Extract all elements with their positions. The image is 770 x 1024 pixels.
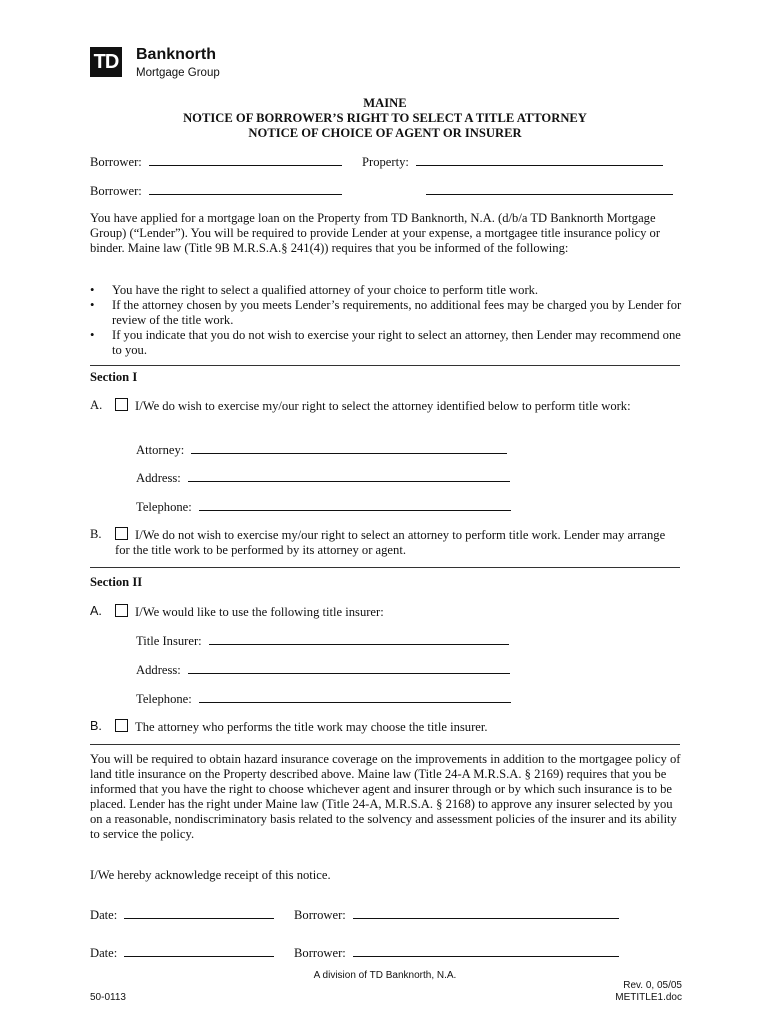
property-field-2 xyxy=(426,182,673,199)
date-label: Date: xyxy=(90,946,118,960)
title-notice-agent: NOTICE OF CHOICE OF AGENT OR INSURER xyxy=(248,126,522,140)
section-2-heading: Section II xyxy=(90,575,143,589)
option-a-text: I/We do wish to exercise my/our right to select the attorney identified below to perform title work: xyxy=(135,399,631,413)
property-line-2[interactable] xyxy=(426,182,673,195)
insurer-field xyxy=(136,632,509,649)
insurer-label: Title Insurer: xyxy=(136,634,202,648)
property-field xyxy=(362,153,663,170)
date-field-2 xyxy=(90,944,274,961)
telephone-label: Telephone: xyxy=(136,692,192,706)
date-field-1 xyxy=(90,906,274,923)
insurer-option-a-checkbox[interactable] xyxy=(115,604,128,617)
hazard-insurance-paragraph: You will be required to obtain hazard insurance coverage on the improvements in addition to the mortgagee policy of land title insurance on the Property described above. Maine law (Title 24-A M.R.S.A. § 2169) requires that you be informed that you have the right to choose whichever agent and insurer through or by which such insurance is to be placed. Lender has the right under Maine law (Title 24-A, M.R.S.A. § 2168) to approve any insurer selected by you on a reasonable, nondiscriminatory basis related to the solvency and assessment policies of the insurer and its ability to service the policy. xyxy=(90,752,681,841)
date-1-line[interactable] xyxy=(124,906,274,919)
section-1-option-b xyxy=(115,527,675,558)
insurer-address-field xyxy=(136,661,510,678)
logo-subtitle: Mortgage Group xyxy=(136,67,220,79)
option-b-checkbox[interactable] xyxy=(115,527,128,540)
logo-name: Banknorth xyxy=(136,46,216,63)
acknowledgement: I/We hereby acknowledge receipt of this notice. xyxy=(90,868,331,882)
borrower-field-2 xyxy=(90,182,342,199)
section-2-option-a xyxy=(115,604,675,620)
divider xyxy=(90,567,680,568)
section-2-a-label: A. xyxy=(90,604,102,618)
attorney-address-field xyxy=(136,469,510,486)
rights-item: • If you indicate that you do not wish to exercise your right to select an attorney, then Lender may recommend one to you. xyxy=(90,328,682,358)
telephone-label: Telephone: xyxy=(136,500,192,514)
date-label: Date: xyxy=(90,908,118,922)
footer-filename: METITLE1.doc xyxy=(615,992,682,1003)
rights-item: • You have the right to select a qualified attorney of your choice to perform title work. xyxy=(90,283,682,298)
divider xyxy=(90,365,680,366)
borrower-sign-label: Borrower: xyxy=(294,946,346,960)
date-2-line[interactable] xyxy=(124,944,274,957)
td-logo-mark: TD xyxy=(90,47,122,77)
insurer-address-line[interactable] xyxy=(188,661,510,674)
borrower-field-1 xyxy=(90,153,342,170)
insurer-option-a-text: I/We would like to use the following title insurer: xyxy=(135,605,384,619)
divider xyxy=(90,744,680,745)
insurer-option-b-checkbox[interactable] xyxy=(115,719,128,732)
borrower-sign-1-line[interactable] xyxy=(353,906,619,919)
borrower-label: Borrower: xyxy=(90,155,142,169)
intro-paragraph: You have applied for a mortgage loan on the Property from TD Banknorth, N.A. (d/b/a TD Banknorth Mortgage Group) (“Lender”). You will be required to provide Lender at your expense, a mortgagee title insurance policy or binder. Maine law (Title 9B M.R.S.A.§ 241(4)) requires that you be informed of the following: xyxy=(90,211,661,255)
borrower-2-line[interactable] xyxy=(149,182,342,195)
title-notice-attorney: NOTICE OF BORROWER’S RIGHT TO SELECT A TITLE ATTORNEY xyxy=(183,111,587,125)
attorney-telephone-line[interactable] xyxy=(199,498,511,511)
section-1-b-label: B. xyxy=(90,527,102,541)
address-label: Address: xyxy=(136,471,181,485)
property-label: Property: xyxy=(362,155,409,169)
footer-revision: Rev. 0, 05/05 xyxy=(623,980,682,991)
attorney-telephone-field xyxy=(136,498,511,515)
insurer-telephone-line[interactable] xyxy=(199,690,511,703)
attorney-line[interactable] xyxy=(191,441,507,454)
title-state: MAINE xyxy=(363,96,407,110)
insurer-option-b-text: The attorney who performs the title work may choose the title insurer. xyxy=(135,720,488,734)
option-b-text: I/We do not wish to exercise my/our right to select an attorney to perform title work. Lender may arrange for the title work to be performed by its attorney or agent. xyxy=(115,528,666,557)
insurer-line[interactable] xyxy=(209,632,509,645)
borrower-1-line[interactable] xyxy=(149,153,342,166)
section-1-heading: Section I xyxy=(90,370,138,384)
rights-list xyxy=(90,283,682,358)
attorney-label: Attorney: xyxy=(136,443,185,457)
property-line[interactable] xyxy=(416,153,663,166)
attorney-address-line[interactable] xyxy=(188,469,510,482)
section-1-option-a xyxy=(115,398,675,414)
borrower-sign-2-line[interactable] xyxy=(353,944,619,957)
section-1-a-label: A. xyxy=(90,398,103,412)
option-a-checkbox[interactable] xyxy=(115,398,128,411)
attorney-field xyxy=(136,441,507,458)
section-2-b-label: B. xyxy=(90,719,102,733)
section-2-option-b xyxy=(115,719,675,735)
borrower-sign-label: Borrower: xyxy=(294,908,346,922)
footer-form-number: 50-0113 xyxy=(90,992,126,1003)
borrower-sign-field-1 xyxy=(294,906,619,923)
footer-division: A division of TD Banknorth, N.A. xyxy=(313,970,457,981)
borrower-sign-field-2 xyxy=(294,944,619,961)
borrower-label: Borrower: xyxy=(90,184,142,198)
address-label: Address: xyxy=(136,663,181,677)
rights-item: • If the attorney chosen by you meets Lender’s requirements, no additional fees may be charged you by Lender for review of the title work. xyxy=(90,298,682,328)
insurer-telephone-field xyxy=(136,690,511,707)
